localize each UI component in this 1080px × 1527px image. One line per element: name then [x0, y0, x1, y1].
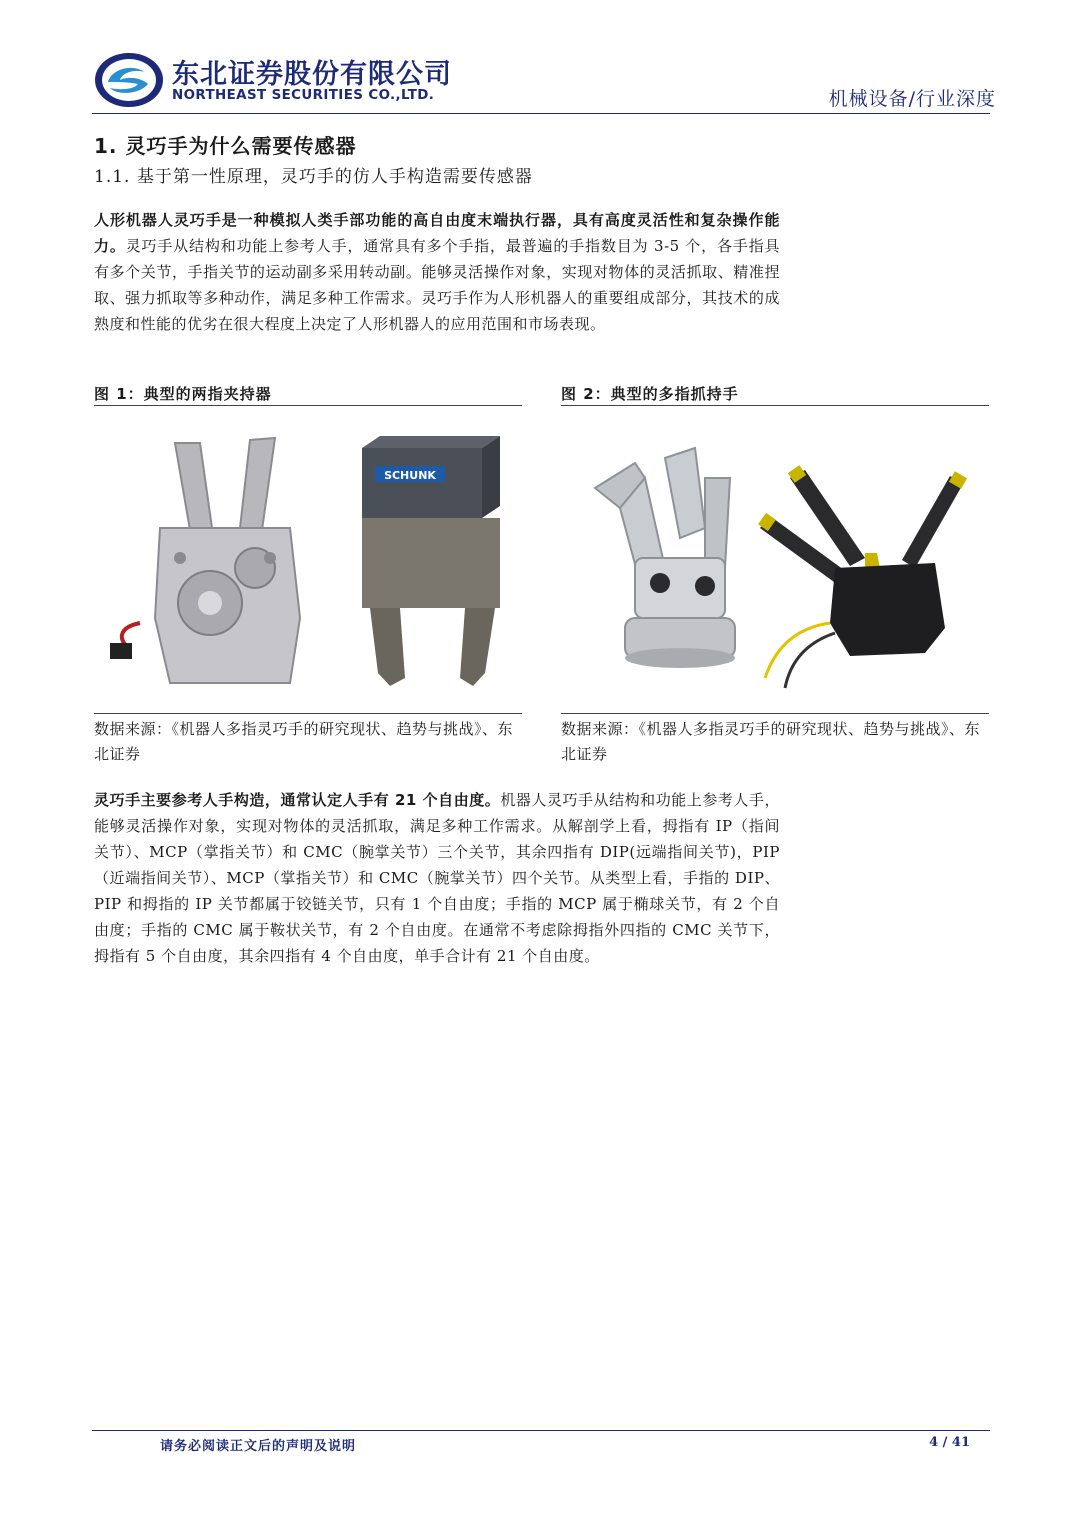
figure-1-top-rule — [94, 405, 522, 406]
figure-2-source: 数据来源：《机器人多指灵巧手的研究现状、趋势与挑战》、东北证券 — [561, 720, 981, 763]
northeast-securities-logo-icon — [94, 52, 164, 108]
subsection-heading: 1.1. 基于第一性原理，灵巧手的仿人手构造需要传感器 — [94, 167, 533, 187]
schunk-brand-label: SCHUNK — [384, 469, 436, 482]
report-category: 机械设备/行业深度 — [828, 88, 996, 110]
intro-paragraph-body: 灵巧手从结构和功能上参考人手，通常具有多个手指，最普遍的手指数目为 3-5 个，各手指具有多个关节，手指关节的运动副多采用转动副。能够灵活操作对象，实现对物体的灵活抓取、精准捏取、强力抓取等多种动作，满足多种工作需求。灵巧手作为人形机器人的重要组成部分，其技术的成熟度和性能的优劣在很大程度上决定了人形机器人的应用范围和市场表现。 — [94, 237, 780, 333]
figure-1-source: 数据来源：《机器人多指灵巧手的研究现状、趋势与挑战》、东北证券 — [94, 720, 514, 763]
four-finger-hand-illustration — [758, 465, 967, 688]
three-finger-hand-illustration — [595, 448, 735, 668]
company-name-cn: 东北证券股份有限公司 — [172, 59, 452, 90]
footer-disclaimer-note: 请务必阅读正文后的声明及说明 — [160, 1439, 357, 1454]
figure-2-top-rule — [561, 405, 989, 406]
figure-1-image — [100, 418, 520, 708]
intro-paragraph-lead: 人形机器人灵巧手是一种模拟人类手部功能的高自由度末端执行器，具有高度灵活性和复杂操作能力。 — [94, 211, 780, 255]
figure-2-title: 图 2：典型的多指抓持手 — [561, 385, 739, 403]
section-heading: 1. 灵巧手为什么需要传感器 — [94, 134, 357, 158]
dof-paragraph-lead: 灵巧手主要参考人手构造，通常认定人手有 21 个自由度。 — [94, 791, 501, 809]
footer-divider — [92, 1430, 990, 1431]
figure-2-bottom-rule — [561, 713, 989, 714]
dof-paragraph — [94, 787, 780, 969]
dof-paragraph-body: 机器人灵巧手从结构和功能上参考人手，能够灵活操作对象，实现对物体的灵活抓取，满足多种工作需求。从解剖学上看，拇指有 IP（指间关节）、MCP（掌指关节）和 CMC（腕掌关节）三个关节，其余四指有 DIP(远端指间关节)，PIP（近端指间关节）、MCP（掌指关节）和 CMC（腕掌关节）四个关节。从类型上看，手指的 DIP、PIP 和拇指的 IP 关节都属于铰链关节，只有 1 个自由度；手指的 MCP 属于椭球关节，有 2 个自由度；手指的 CMC 属于鞍状关节，有 2 个自由度。在通常不考虑除拇指外四指的 CMC 关节下，拇指有 5 个自由度，其余四指有 4 个自由度，单手合计有 21 个自由度。 — [94, 791, 780, 965]
company-name-en: NORTHEAST SECURITIES CO.,LTD. — [172, 88, 435, 103]
schunk-gripper-illustration — [362, 436, 500, 686]
page-number: 4 / 41 — [929, 1435, 970, 1450]
figure-1-title: 图 1：典型的两指夹持器 — [94, 385, 272, 403]
figure-2-image — [565, 418, 985, 708]
linkage-gripper-illustration — [110, 438, 300, 683]
intro-paragraph — [94, 207, 780, 337]
figure-1-bottom-rule — [94, 713, 522, 714]
header-divider — [92, 113, 990, 114]
